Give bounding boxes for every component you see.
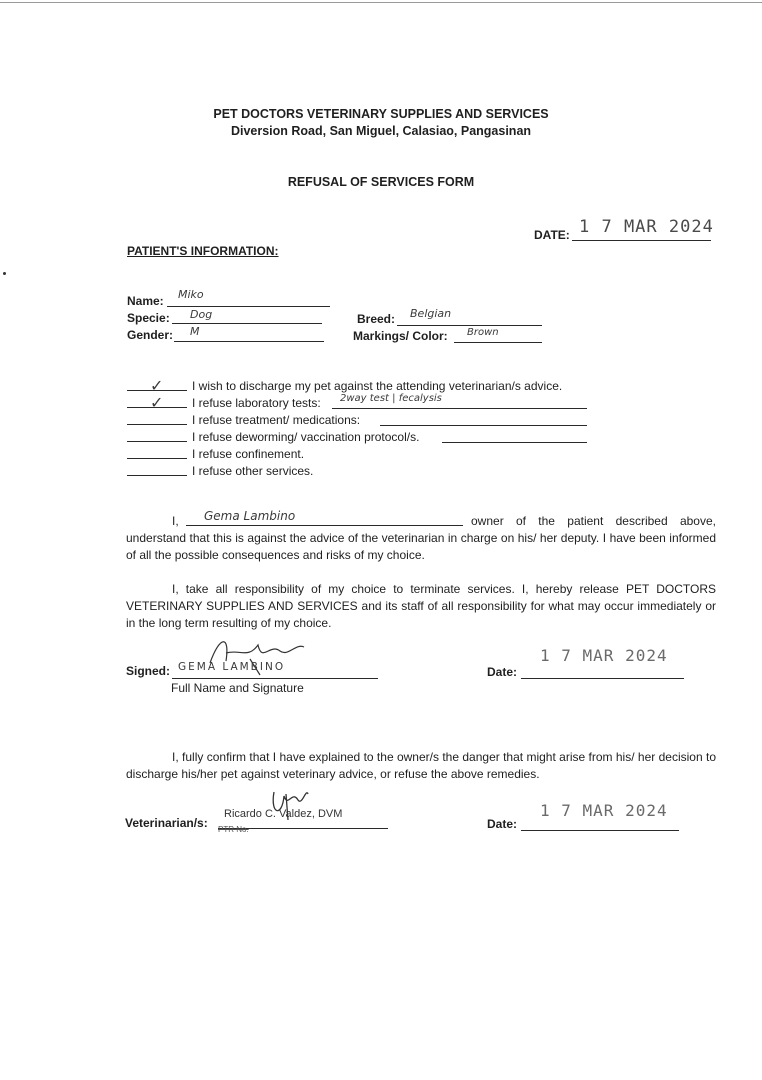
option-confinement: I refuse confinement. bbox=[192, 447, 305, 461]
option-blank bbox=[127, 475, 187, 476]
name-label: Name: bbox=[127, 294, 164, 308]
scan-speck bbox=[3, 272, 6, 275]
option-other: I refuse other services. bbox=[192, 464, 314, 478]
responsibility-text: I, take all responsibility of my choice to terminate services. I, hereby release PET DOCTORS VETERINARY SUPPLIES AND SERVICES and its staff of all responsibility for what may occur immediately or in the long term resulting of my choice. bbox=[126, 582, 716, 630]
vet-date-label: Date: bbox=[487, 817, 518, 831]
markings-line bbox=[454, 342, 542, 343]
name-value: Miko bbox=[178, 288, 204, 301]
specie-label: Specie: bbox=[127, 311, 170, 325]
breed-label: Breed: bbox=[357, 312, 396, 326]
owner-name: Gema Lambino bbox=[204, 509, 296, 523]
patient-section-title: PATIENT'S INFORMATION: bbox=[127, 244, 279, 258]
owner-prefix: I, bbox=[172, 514, 179, 528]
check-mark-icon: ✓ bbox=[150, 376, 164, 395]
vet-date-stamp: 1 7 MAR 2024 bbox=[540, 801, 668, 820]
owner-date-line bbox=[521, 678, 684, 679]
gender-value: M bbox=[190, 325, 200, 338]
form-title: REFUSAL OF SERVICES FORM bbox=[287, 175, 475, 189]
scan-edge-line bbox=[0, 2, 762, 3]
markings-label: Markings/ Color: bbox=[353, 329, 448, 343]
specie-line bbox=[172, 323, 322, 324]
option-blank bbox=[127, 458, 187, 459]
vet-name: Ricardo C. Valdez, DVM bbox=[224, 808, 343, 820]
treatment-line bbox=[380, 425, 587, 426]
owner-name-line bbox=[186, 525, 463, 526]
breed-value: Belgian bbox=[410, 307, 452, 320]
signature-caption: Full Name and Signature bbox=[171, 681, 304, 695]
gender-line bbox=[174, 341, 324, 342]
lab-tests-line bbox=[332, 408, 587, 409]
company-name: PET DOCTORS VETERINARY SUPPLIES AND SERVICES bbox=[213, 107, 549, 121]
owner-statement-suffix: owner of the patient described above, bbox=[471, 514, 716, 528]
owner-printed-name: GEMA LAMBINO bbox=[178, 661, 286, 673]
breed-line bbox=[397, 325, 542, 326]
ptr-number-label: PTR No. bbox=[218, 825, 249, 834]
name-line bbox=[167, 306, 330, 307]
date-line bbox=[572, 240, 711, 241]
option-discharge: I wish to discharge my pet against the attending veterinarian/s advice. bbox=[192, 379, 563, 393]
deworming-line bbox=[442, 442, 587, 443]
vet-statement bbox=[126, 749, 716, 783]
check-mark-icon: ✓ bbox=[150, 393, 164, 412]
option-treatment: I refuse treatment/ medications: bbox=[192, 413, 361, 427]
responsibility-statement bbox=[126, 581, 716, 632]
company-address: Diversion Road, San Miguel, Calasiao, Pangasinan bbox=[230, 124, 532, 138]
date-label: DATE: bbox=[534, 228, 570, 242]
gender-label: Gender: bbox=[127, 328, 174, 342]
date-stamp: 1 7 MAR 2024 bbox=[579, 217, 714, 237]
lab-tests-detail: 2way test | fecalysis bbox=[340, 393, 442, 404]
owner-signature-line bbox=[172, 678, 378, 679]
owner-statement-rest: understand that this is against the advice of the veterinarian in charge on his/ her deputy. I have been informed of all the possible consequences and risks of my choice. bbox=[126, 531, 716, 562]
option-deworming: I refuse deworming/ vaccination protocol/s. bbox=[192, 430, 420, 444]
markings-value: Brown bbox=[467, 327, 499, 338]
option-blank bbox=[127, 424, 187, 425]
vet-date-line bbox=[521, 830, 679, 831]
signed-label: Signed: bbox=[126, 664, 170, 678]
vet-statement-text: I, fully confirm that I have explained to the owner/s the danger that might arise from his/ her decision to discharge his/her pet against veterinary advice, or refuse the above remedies. bbox=[126, 750, 716, 781]
option-blank bbox=[127, 441, 187, 442]
owner-date-label: Date: bbox=[487, 665, 518, 679]
veterinarian-label: Veterinarian/s: bbox=[125, 816, 208, 830]
specie-value: Dog bbox=[190, 308, 213, 321]
option-lab-tests: I refuse laboratory tests: bbox=[192, 396, 321, 410]
owner-date-stamp: 1 7 MAR 2024 bbox=[540, 646, 668, 665]
